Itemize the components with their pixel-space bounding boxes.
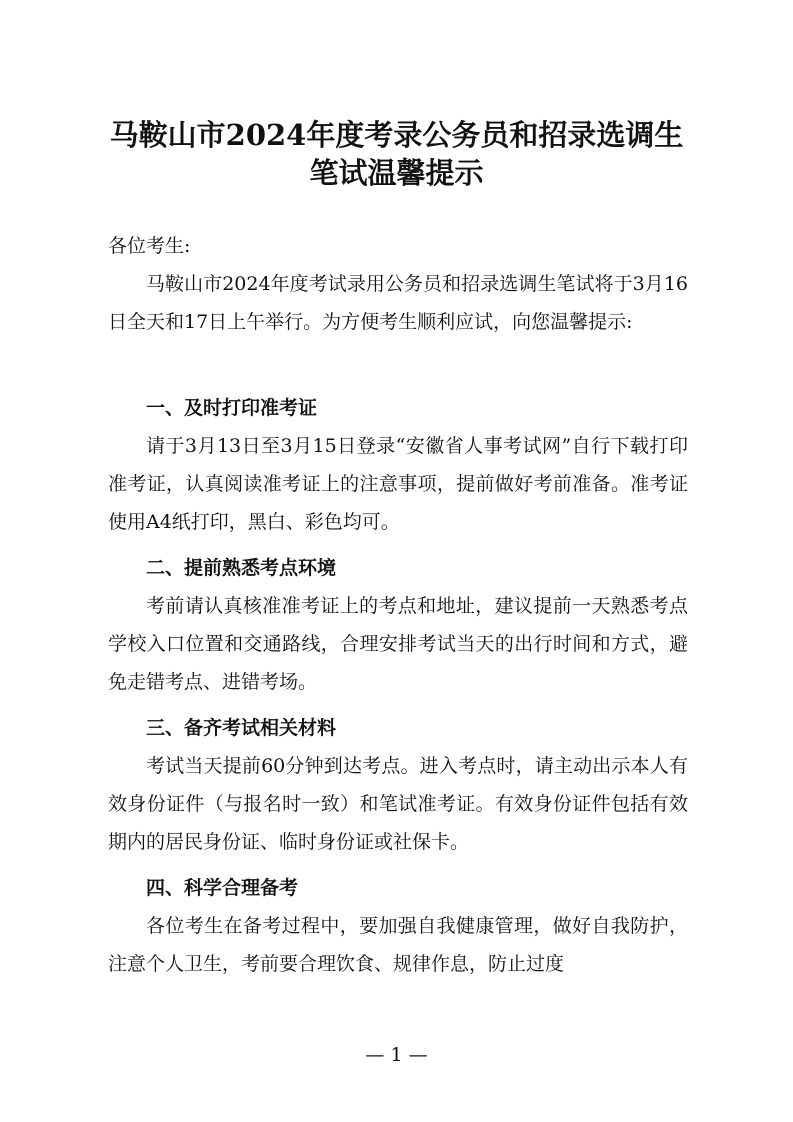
section-3-heading: 三、备齐考试相关材料 (146, 717, 337, 739)
document-title-line-2: 笔试温馨提示 (309, 156, 484, 190)
intro-paragraph: 马鞍山市2024年度考试录用公务员和招录选调生笔试将于3月16日全天和17日上午举行。为方便考生顺利应试，向您温馨提示: (108, 273, 688, 333)
section-4-text: 各位考生在备考过程中，要加强自我健康管理，做好自我防护，注意个人卫生，考前要合理饮食、规律作息，防止过度 (108, 915, 688, 975)
section-4-heading: 四、科学合理备考 (146, 877, 299, 899)
salutation: 各位考生: (108, 235, 191, 257)
section-2-text: 考前请认真核准准考证上的考点和地址，建议提前一天熟悉考点学校入口位置和交通路线，合理安排考试当天的出行时间和方式，避免走错考点、进错考场。 (108, 595, 688, 693)
section-3-text: 考试当天提前60分钟到达考点。进入考点时，请主动出示本人有效身份证件（与报名时一致）和笔试准考证。有效身份证件包括有效期内的居民身份证、临时身份证或社保卡。 (108, 755, 688, 853)
document-title-line-1: 马鞍山市2024年度考录公务员和招录选调生 (109, 118, 684, 152)
page-number: — 1 — (365, 1044, 428, 1066)
section-1-text: 请于3月13日至3月15日登录“安徽省人事考试网”自行下载打印准考证，认真阅读准考证上的注意事项，提前做好考前准备。准考证使用A4纸打印，黑白、彩色均可。 (108, 435, 688, 533)
section-2-heading: 二、提前熟悉考点环境 (146, 557, 337, 579)
section-1-heading: 一、及时打印准考证 (146, 397, 318, 419)
